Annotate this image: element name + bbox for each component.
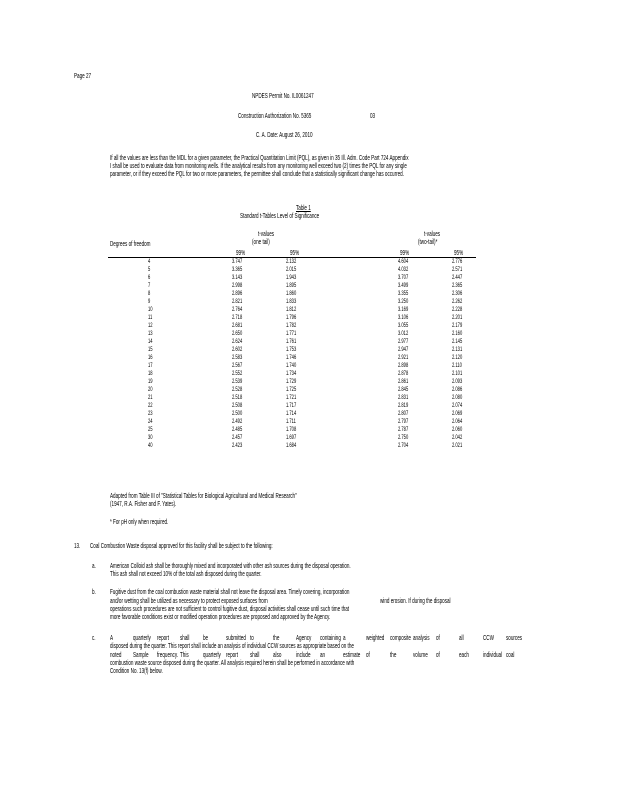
table-row <box>108 314 476 322</box>
table-title: Table 1 <box>296 203 311 212</box>
justified-word: to <box>249 633 254 642</box>
degrees-of-freedom-cell: 22 <box>148 402 153 409</box>
table-row <box>108 322 476 330</box>
t-value-cell: 1.796 <box>286 314 297 321</box>
t-value-cell: 2.718 <box>232 314 243 321</box>
t-value-cell: 2.552 <box>232 370 243 377</box>
degrees-of-freedom-cell: 7 <box>148 282 151 289</box>
item-b-line-2b: wind erosion. If during the disposal <box>380 596 451 605</box>
t-value-cell: 3.169 <box>398 306 409 313</box>
t-value-cell: 1.746 <box>286 354 297 361</box>
t-value-cell: 2.074 <box>452 402 463 409</box>
t-value-cell: 3.250 <box>398 298 409 305</box>
justified-word: a <box>342 633 346 642</box>
t-value-cell: 2.447 <box>452 274 463 281</box>
justified-word: A <box>110 633 114 642</box>
table-row <box>108 394 476 402</box>
table-row <box>108 370 476 378</box>
degrees-of-freedom-cell: 5 <box>148 266 151 273</box>
t-value-cell: 2.145 <box>452 338 463 345</box>
ca-date: C. A. Date: August 26, 2010 <box>256 130 313 139</box>
t-value-cell: 3.747 <box>232 258 243 265</box>
t-value-cell: 3.499 <box>398 282 409 289</box>
t-value-cell: 2.831 <box>398 394 409 401</box>
t-value-cell: 1.711 <box>286 418 296 425</box>
degrees-of-freedom-cell: 19 <box>148 378 153 385</box>
t-value-cell: 3.106 <box>398 314 409 321</box>
t-value-cell: 1.943 <box>286 274 297 281</box>
col-header-2: 95% <box>290 248 300 257</box>
justified-word: of <box>436 633 440 642</box>
table-footnote: * For pH only when required. <box>110 517 169 526</box>
group2-subheading: (two-tail)* <box>418 237 438 246</box>
t-value-cell: 2.500 <box>232 410 243 417</box>
justified-word: This <box>179 650 189 659</box>
table-row <box>108 338 476 346</box>
table-row <box>108 258 476 266</box>
item-c-line-2: disposed during the quarter. This report shall include an analysis of individual CCW sources as appropriate based on the <box>110 641 354 650</box>
degrees-of-freedom-cell: 15 <box>148 346 153 353</box>
t-value-cell: 2.787 <box>398 426 409 433</box>
item-b-line-3: operations such procedures are not sufficient to control fugitive dust, disposal activities shall cease until such time that <box>110 604 350 613</box>
justified-word: report <box>226 650 239 659</box>
table-row <box>108 362 476 370</box>
t-value-cell: 2.819 <box>398 402 409 409</box>
justified-word: submitted <box>226 633 247 642</box>
t-value-cell: 2.080 <box>452 394 463 401</box>
justified-word: quarterly <box>133 633 152 642</box>
t-value-cell: 2.457 <box>232 434 243 441</box>
t-value-cell: 2.861 <box>398 378 409 385</box>
degrees-of-freedom-cell: 14 <box>148 338 153 345</box>
justified-word: Sample <box>133 650 149 659</box>
t-value-cell: 2.764 <box>232 306 243 313</box>
justified-word: report <box>156 633 169 642</box>
construction-authorization: Construction Authorization No. 5365 <box>238 111 312 120</box>
t-value-cell: 2.423 <box>232 442 243 449</box>
justified-word: the <box>389 650 396 659</box>
t-value-cell: 2.160 <box>452 330 463 337</box>
t-value-cell: 2.228 <box>452 306 463 313</box>
t-value-cell: 2.821 <box>232 298 243 305</box>
item-b-letter: b. <box>92 587 96 596</box>
section-number: 13. <box>74 541 81 550</box>
group1-heading: t-values <box>258 229 275 238</box>
t-value-cell: 1.812 <box>286 306 297 313</box>
t-value-cell: 1.729 <box>286 378 297 385</box>
t-value-cell: 2.750 <box>398 434 409 441</box>
justified-word: weighted <box>366 633 385 642</box>
intro-paragraph: If all the values are less than the MDL for a given parameter, the Practical Quantitation Limit (PQL), as given in 35 Ill. Adm. Code Part 724 Appendix I shall be used to evaluate data from monitoring wells. If the analytical results from any monitoring well exceed two (2) times the PQL for any single parameter, or if they exceed the PQL for two or more parameters, the permittee shall conclude that a statistically significant change has occurred. <box>110 153 409 178</box>
t-value-cell: 2.845 <box>398 386 409 393</box>
t-value-cell: 2.101 <box>452 370 463 377</box>
t-value-cell: 2.528 <box>232 386 243 393</box>
item-c-letter: c. <box>92 633 96 642</box>
degrees-of-freedom-cell: 9 <box>148 298 151 305</box>
t-value-cell: 1.771 <box>286 330 297 337</box>
table-row <box>108 426 476 434</box>
table-row <box>108 290 476 298</box>
table-row <box>108 418 476 426</box>
table-row <box>108 402 476 410</box>
t-value-cell: 2.776 <box>452 258 463 265</box>
degrees-of-freedom-cell: 25 <box>148 426 153 433</box>
t-value-cell: 1.734 <box>286 370 297 377</box>
table-row <box>108 386 476 394</box>
degrees-of-freedom-cell: 30 <box>148 434 153 441</box>
justified-word: sources <box>506 633 523 642</box>
t-value-cell: 3.365 <box>232 266 243 273</box>
t-value-cell: 2.306 <box>452 290 463 297</box>
t-value-cell: 2.898 <box>398 362 409 369</box>
t-value-cell: 3.055 <box>398 322 409 329</box>
table-row <box>108 434 476 442</box>
degrees-of-freedom-cell: 4 <box>148 258 151 265</box>
t-value-cell: 2.365 <box>452 282 463 289</box>
degrees-of-freedom-cell: 11 <box>148 314 153 321</box>
t-value-cell: 2.567 <box>232 362 243 369</box>
t-value-cell: 2.571 <box>452 266 463 273</box>
t-value-cell: 1.684 <box>286 442 297 449</box>
justified-word: of <box>436 650 440 659</box>
t-value-cell: 2.262 <box>452 298 463 305</box>
t-value-cell: 2.120 <box>452 354 463 361</box>
justified-word: coal <box>506 650 515 659</box>
degrees-of-freedom-cell: 13 <box>148 330 153 337</box>
t-value-cell: 2.485 <box>232 426 243 433</box>
justified-word: noted <box>110 650 122 659</box>
t-value-cell: 2.977 <box>398 338 409 345</box>
t-value-cell: 1.782 <box>286 322 297 329</box>
t-value-cell: 1.714 <box>286 410 297 417</box>
t-value-cell: 1.753 <box>286 346 297 353</box>
t-value-cell: 2.015 <box>286 266 297 273</box>
col-header-1: 99% <box>236 248 246 257</box>
justified-word: composite <box>389 633 411 642</box>
degrees-of-freedom-cell: 18 <box>148 370 153 377</box>
justified-word: each <box>459 650 470 659</box>
justified-word: an <box>319 650 325 659</box>
table-row <box>108 442 476 450</box>
justified-word: volume <box>412 650 428 659</box>
degrees-of-freedom-cell: 40 <box>148 442 153 449</box>
t-value-cell: 4.604 <box>398 258 409 265</box>
justified-word: include <box>296 650 311 659</box>
table-row <box>108 274 476 282</box>
degrees-of-freedom-cell: 17 <box>148 362 153 369</box>
t-value-cell: 1.895 <box>286 282 297 289</box>
item-a-letter: a. <box>92 561 96 570</box>
t-value-cell: 2.131 <box>452 346 463 353</box>
degrees-of-freedom-cell: 23 <box>148 410 153 417</box>
degrees-of-freedom-cell: 20 <box>148 386 153 393</box>
group1-subheading: (one tail) <box>252 237 270 246</box>
t-value-cell: 2.650 <box>232 330 243 337</box>
justified-word: shall <box>249 650 260 659</box>
table-row <box>108 306 476 314</box>
row-header-label: Degrees of freedom <box>110 239 151 248</box>
justified-word: the <box>273 633 280 642</box>
justified-word: also <box>273 650 282 659</box>
t-value-cell: 3.143 <box>232 274 243 281</box>
col-header-4: 95% <box>454 248 464 257</box>
table-row <box>108 378 476 386</box>
t-value-cell: 2.492 <box>232 418 243 425</box>
section-heading: Coal Combustion Waste disposal approved for this facility shall be subject to the following: <box>90 541 273 550</box>
justified-word: Agency <box>296 633 312 642</box>
item-b-line-2a: and/or wetting shall be utilized as necessary to protect exposed surfaces from <box>110 596 268 605</box>
degrees-of-freedom-cell: 6 <box>148 274 151 281</box>
t-value-cell: 1.721 <box>286 394 297 401</box>
t-value-cell: 2.518 <box>232 394 243 401</box>
table-row <box>108 266 476 274</box>
t-value-cell: 2.064 <box>452 418 463 425</box>
t-value-cell: 2.681 <box>232 322 243 329</box>
t-value-cell: 2.998 <box>232 282 243 289</box>
item-c-line-5: Condition No. 13(f) below. <box>110 666 163 675</box>
t-value-cell: 3.355 <box>398 290 409 297</box>
group2-heading: t-values <box>424 229 441 238</box>
item-b-line-1: Fugitive dust from the coal combustion waste material shall not leave the disposal area. Timely covering, incorporation <box>110 587 350 596</box>
page-label: Page 27 <box>74 71 92 80</box>
t-value-cell: 1.708 <box>286 426 297 433</box>
t-value-cell: 2.583 <box>232 354 243 361</box>
table-row <box>108 330 476 338</box>
justified-word: analysis <box>412 633 430 642</box>
t-value-cell: 2.093 <box>452 378 463 385</box>
t-value-cell: 2.807 <box>398 410 409 417</box>
t-value-cell: 2.624 <box>232 338 243 345</box>
construction-authorization-suffix: 03 <box>370 111 376 120</box>
t-value-cell: 2.069 <box>452 410 463 417</box>
justified-word: be <box>203 633 209 642</box>
item-b-line-4: more favorable conditions exist or modified operation procedures are proposed and approved by the Agency. <box>110 612 331 621</box>
degrees-of-freedom-cell: 21 <box>148 394 153 401</box>
t-value-cell: 3.707 <box>398 274 409 281</box>
table-subtitle: Standard t-Tables Level of Significance <box>240 211 320 220</box>
col-header-3: 99% <box>400 248 410 257</box>
justified-word: of <box>366 650 371 659</box>
item-a-line-2: This ash shall not exceed 10% of the total ash disposed during the quarter. <box>110 569 262 578</box>
t-value-cell: 2.201 <box>452 314 463 321</box>
table-row <box>108 282 476 290</box>
t-value-cell: 2.508 <box>232 402 243 409</box>
t-value-cell: 1.860 <box>286 290 297 297</box>
justified-word: CCW <box>482 633 494 642</box>
t-value-cell: 2.602 <box>232 346 243 353</box>
table-row <box>108 354 476 362</box>
t-value-cell: 2.878 <box>398 370 409 377</box>
t-value-cell: 2.921 <box>398 354 409 361</box>
table-source-note: Adapted from Table III of "Statistical Tables for Biological Agricultural and Medical Research" (1947, R.A. Fisher and F. Yates). <box>110 491 297 508</box>
degrees-of-freedom-cell: 8 <box>148 290 151 297</box>
table-row <box>108 298 476 306</box>
t-value-cell: 2.086 <box>452 386 463 393</box>
item-a-line-1: American Colloid ash shall be thoroughly mixed and incorporated with other ash sources during the disposal operation. <box>110 561 351 570</box>
degrees-of-freedom-cell: 10 <box>148 306 153 313</box>
justified-word: all <box>459 633 464 642</box>
justified-word: estimate <box>342 650 361 659</box>
t-value-cell: 1.717 <box>286 402 297 409</box>
t-value-cell: 1.740 <box>286 362 297 369</box>
t-value-cell: 4.032 <box>398 266 409 273</box>
t-value-cell: 2.021 <box>452 442 463 449</box>
table-row <box>108 410 476 418</box>
permit-number: NPDES Permit No. IL0061247 <box>252 91 314 100</box>
t-value-cell: 2.110 <box>452 362 462 369</box>
t-value-cell: 2.042 <box>452 434 463 441</box>
t-value-cell: 2.896 <box>232 290 243 297</box>
justified-word: quarterly <box>203 650 222 659</box>
t-value-cell: 2.797 <box>398 418 409 425</box>
t-value-cell: 1.833 <box>286 298 297 305</box>
justified-word: frequency. <box>156 650 178 659</box>
t-table-body <box>108 258 476 458</box>
degrees-of-freedom-cell: 24 <box>148 418 153 425</box>
t-value-cell: 2.060 <box>452 426 463 433</box>
t-value-cell: 2.132 <box>286 258 297 265</box>
degrees-of-freedom-cell: 12 <box>148 322 153 329</box>
justified-word: shall <box>179 633 190 642</box>
table-row <box>108 346 476 354</box>
t-value-cell: 2.539 <box>232 378 243 385</box>
t-value-cell: 2.704 <box>398 442 409 449</box>
t-value-cell: 1.697 <box>286 434 297 441</box>
justified-word: individual <box>482 650 502 659</box>
justified-word: containing <box>319 633 341 642</box>
t-value-cell: 2.179 <box>452 322 463 329</box>
t-value-cell: 1.725 <box>286 386 297 393</box>
t-value-cell: 3.012 <box>398 330 409 337</box>
t-value-cell: 1.761 <box>286 338 297 345</box>
degrees-of-freedom-cell: 16 <box>148 354 153 361</box>
t-value-cell: 2.947 <box>398 346 409 353</box>
item-c-line-4: combustion waste source disposed during the quarter. All analysis required herein shall be performed in accordance with <box>110 658 355 667</box>
